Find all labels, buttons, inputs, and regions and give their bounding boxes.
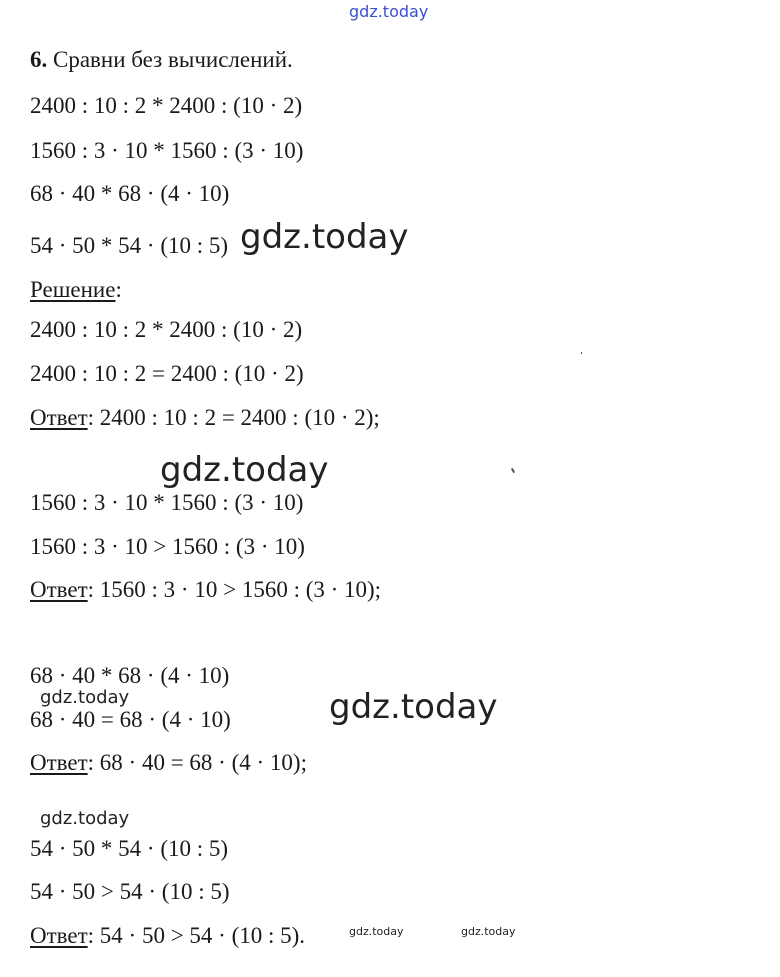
- speck-dot: [581, 352, 582, 354]
- watermark-1: gdz.today: [240, 217, 409, 257]
- task-expression-4: 54 · 50 * 54 · (10 : 5): [30, 233, 229, 258]
- watermark-6: gdz.today: [349, 925, 404, 938]
- watermark-3: gdz.today: [40, 687, 130, 708]
- solution-1-result: 2400 : 10 : 2 = 2400 : (10 · 2): [30, 361, 304, 386]
- solution-heading: Решение:: [30, 277, 122, 302]
- watermark-top: gdz.today: [349, 2, 429, 21]
- task-expression-1: 2400 : 10 : 2 * 2400 : (10 · 2): [30, 93, 303, 118]
- task-number: 6.: [30, 47, 48, 72]
- solution-3-result: 68 · 40 = 68 · (4 · 10): [30, 707, 231, 732]
- task-header: [30, 46, 293, 74]
- solution-2-given: 1560 : 3 · 10 * 1560 : (3 · 10): [30, 490, 304, 515]
- watermark-4: gdz.today: [329, 687, 498, 727]
- solution-1-answer: Ответ: 2400 : 10 : 2 = 2400 : (10 · 2);: [30, 405, 380, 430]
- speck-mark: [511, 468, 515, 473]
- watermark-5: gdz.today: [40, 808, 130, 829]
- task-expression-3: 68 · 40 * 68 · (4 · 10): [30, 181, 230, 206]
- watermark-2: gdz.today: [160, 450, 329, 490]
- solution-3-given: 68 · 40 * 68 · (4 · 10): [30, 663, 230, 688]
- solution-1-given: 2400 : 10 : 2 * 2400 : (10 · 2): [30, 317, 303, 342]
- solution-2-answer: Ответ: 1560 : 3 · 10 > 1560 : (3 · 10);: [30, 577, 382, 602]
- watermark-7: gdz.today: [461, 925, 516, 938]
- solution-3-answer: Ответ: 68 · 40 = 68 · (4 · 10);: [30, 750, 307, 775]
- solution-2-result: 1560 : 3 · 10 > 1560 : (3 · 10): [30, 534, 305, 559]
- task-title: Сравни без вычислений.: [53, 47, 293, 72]
- solution-4-given: 54 · 50 * 54 · (10 : 5): [30, 836, 229, 861]
- solution-4-answer: Ответ: 54 · 50 > 54 · (10 : 5).: [30, 923, 306, 948]
- solution-4-result: 54 · 50 > 54 · (10 : 5): [30, 879, 230, 904]
- task-expression-2: 1560 : 3 · 10 * 1560 : (3 · 10): [30, 138, 304, 163]
